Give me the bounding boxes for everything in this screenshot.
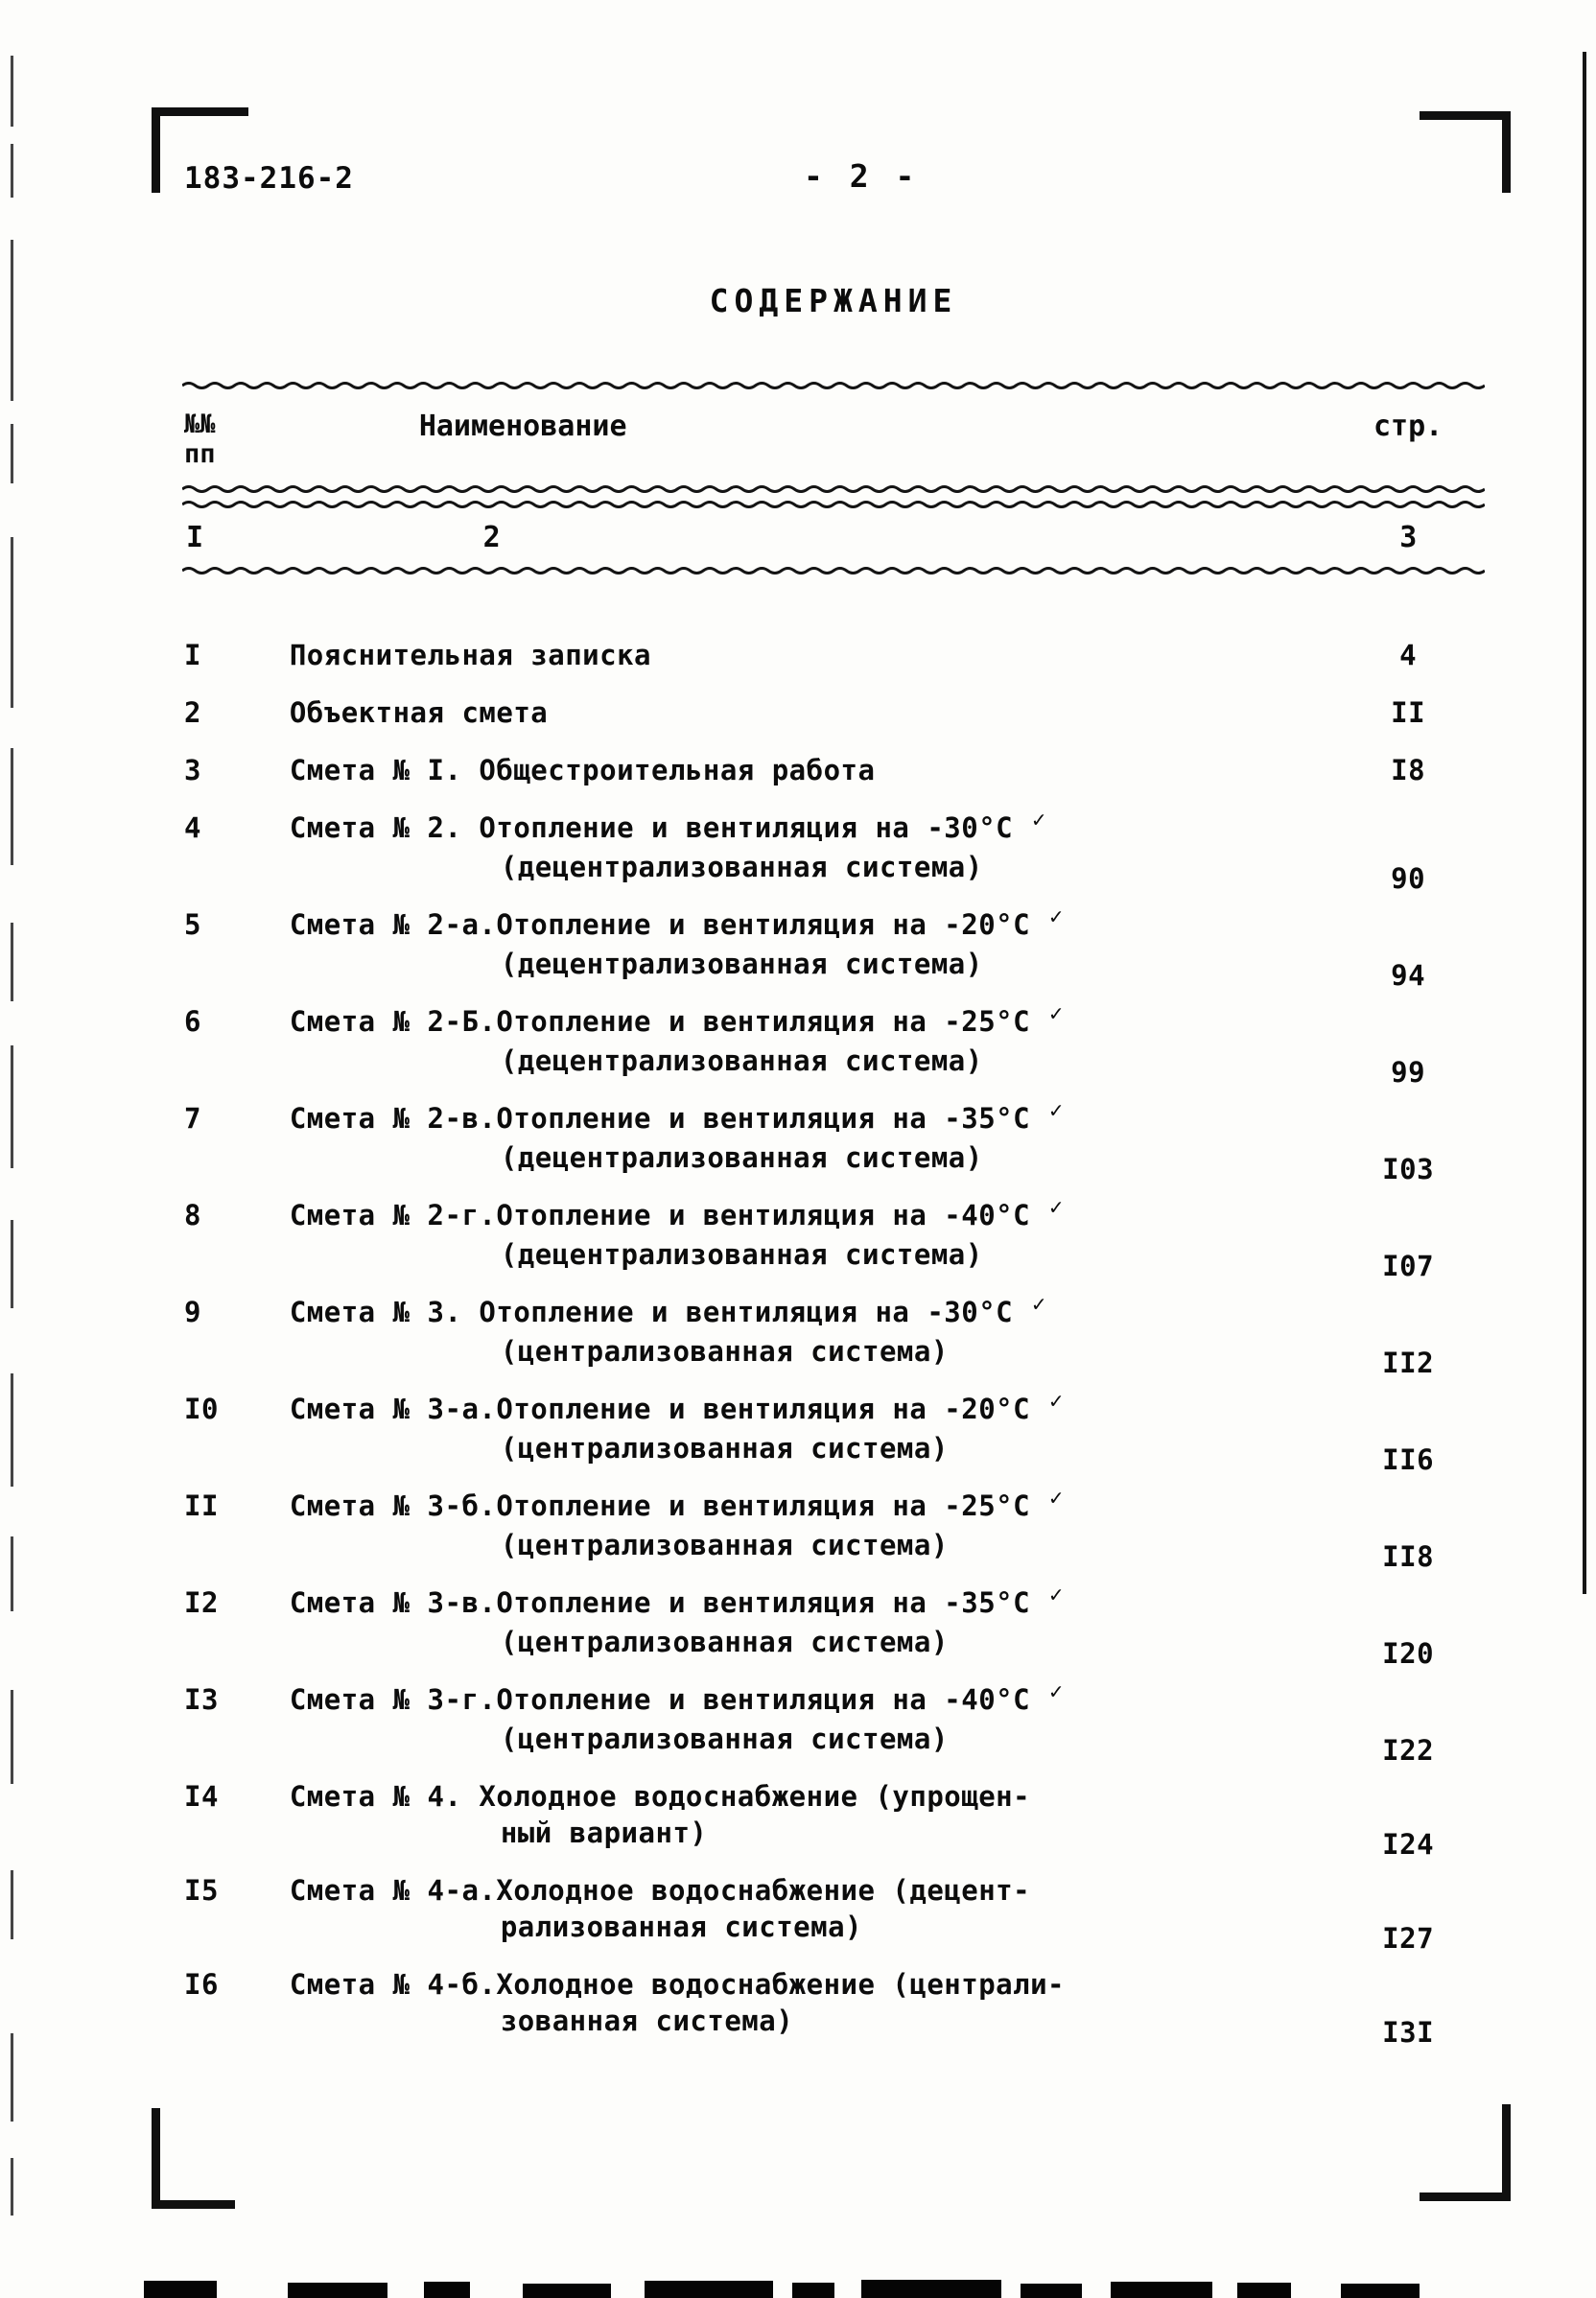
column-header-name: Наименование [418, 410, 627, 443]
corner-mark-bottom-right [1420, 2104, 1511, 2201]
column-numbers-row [182, 509, 1485, 566]
row-page: I07 [1382, 1250, 1435, 1282]
row-number: I6 [184, 1968, 219, 2001]
scan-artifact [11, 2033, 13, 2122]
table-row [182, 1679, 1485, 1767]
row-title-line2: рализованная система) [500, 1911, 862, 1943]
row-title-line2: (децентрализованная система) [500, 948, 983, 980]
document-content [182, 157, 1485, 2060]
scan-artifact [11, 144, 13, 198]
row-title-line1: Смета № 2-а.Отопление и вентиляция на -20°С ✓ [290, 906, 1331, 946]
row-title [290, 1584, 1331, 1660]
row-number: 2 [184, 696, 201, 729]
row-number: 5 [184, 908, 201, 941]
page-title: СОДЕРЖАНИЕ [709, 282, 958, 319]
scan-artifact [1021, 2284, 1082, 2298]
table-row [182, 1001, 1485, 1089]
row-title-line1: Смета № I. Общестроительная работа [289, 754, 876, 786]
row-title-line1: Смета № 2-Б.Отопление и вентиляция на -25°С ✓ [290, 1003, 1331, 1043]
row-title-line1: Смета № 3-в.Отопление и вентиляция на -35°С ✓ [290, 1584, 1331, 1624]
table-row [182, 904, 1485, 992]
scan-artifact [288, 2283, 387, 2298]
row-title-line2: (централизованная система) [500, 1529, 949, 1561]
row-title-line2: (централизованная система) [500, 1626, 949, 1658]
scan-artifact [11, 537, 13, 708]
row-page: I20 [1382, 1637, 1435, 1670]
checkmark-icon: ✓ [1049, 1195, 1064, 1220]
row-title [290, 1100, 1331, 1176]
row-page: 90 [1391, 862, 1426, 895]
row-title [290, 1872, 1331, 1945]
row-title-line1: Смета № 4. Холодное водоснабжение (упрощен- [289, 1780, 1031, 1813]
row-title-line1: Смета № 2-в.Отопление и вентиляция на -35°С ✓ [290, 1100, 1331, 1139]
row-number: I [184, 639, 201, 671]
row-title-line1: Пояснительная записка [289, 639, 651, 671]
row-title [290, 1197, 1331, 1273]
row-number: I3 [184, 1683, 219, 1716]
scan-artifact [11, 1220, 13, 1308]
row-number: 4 [184, 811, 201, 844]
row-title [290, 1966, 1331, 2039]
row-title-line2: (децентрализованная система) [500, 1044, 983, 1077]
table-rule-middle-1 [182, 484, 1485, 494]
row-title [290, 752, 1331, 788]
row-page: II [1391, 696, 1426, 729]
checkmark-icon: ✓ [1049, 1389, 1064, 1414]
checkmark-icon: ✓ [1049, 904, 1064, 929]
scan-artifact [11, 240, 13, 401]
checkmark-icon: ✓ [1032, 808, 1046, 832]
row-title-line1: Объектная смета [289, 696, 549, 729]
column-number-1: I [186, 521, 204, 554]
scan-artifact [11, 748, 13, 865]
row-number: I2 [184, 1586, 219, 1619]
scan-artifact [11, 1870, 13, 1939]
row-title-line2: (централизованная система) [500, 1723, 949, 1755]
table-row [182, 637, 1485, 673]
row-title [290, 1488, 1331, 1563]
scan-artifact [11, 56, 13, 127]
row-page: 94 [1391, 959, 1426, 992]
column-header-page: стр. [1373, 410, 1443, 443]
page-header [182, 157, 1485, 203]
row-title-line2: (централизованная система) [500, 1335, 949, 1368]
table-row [182, 1292, 1485, 1379]
document-number: 183-216-2 [184, 161, 354, 196]
checkmark-icon: ✓ [1049, 1486, 1064, 1511]
table-rule-middle-2 [182, 500, 1485, 509]
row-title-line2: ный вариант) [500, 1817, 708, 1849]
table-row [182, 1872, 1485, 1955]
column-number-2: 2 [482, 521, 501, 554]
row-title [290, 1391, 1331, 1466]
scan-artifact [11, 1045, 13, 1168]
scan-artifact [645, 2281, 773, 2298]
row-page: 99 [1391, 1056, 1426, 1089]
table-row [182, 752, 1485, 788]
row-title [290, 809, 1331, 885]
checkmark-icon: ✓ [1049, 1679, 1064, 1704]
table-header-row [182, 390, 1485, 484]
table-row [182, 1098, 1485, 1185]
row-title-line1: Смета № 2. Отопление и вентиляция на -30°С ✓ [290, 809, 1331, 849]
scan-edge-line [1583, 52, 1586, 1594]
scan-artifact [1341, 2284, 1420, 2298]
column-header-number-line1: №№ [184, 410, 216, 439]
row-page: I03 [1382, 1153, 1435, 1185]
scan-artifact [11, 424, 13, 483]
table-row [182, 1195, 1485, 1282]
toc-rows [182, 637, 1485, 2049]
scan-artifact [11, 1373, 13, 1487]
row-number: I0 [184, 1393, 219, 1425]
scan-artifact [861, 2280, 1001, 2298]
row-page: I3I [1382, 2016, 1435, 2049]
table-row [182, 1583, 1485, 1670]
checkmark-icon: ✓ [1049, 1098, 1064, 1123]
table-rule-top [182, 381, 1485, 390]
row-page: I22 [1382, 1734, 1435, 1767]
row-number: I4 [184, 1780, 219, 1813]
table-row [182, 1486, 1485, 1573]
scan-artifact [792, 2283, 834, 2298]
corner-mark-bottom-left [152, 2108, 235, 2209]
table-row [182, 694, 1485, 731]
scan-artifact [424, 2282, 470, 2298]
row-title-line1: Смета № 4-а.Холодное водоснабжение (децент- [289, 1874, 1031, 1907]
row-number: 7 [184, 1102, 201, 1135]
column-number-3: 3 [1399, 521, 1418, 554]
scan-artifact [1237, 2283, 1291, 2298]
row-title [290, 1681, 1331, 1757]
table-rule-bottom [182, 566, 1485, 575]
table-row [182, 1966, 1485, 2049]
row-title [290, 1778, 1331, 1851]
row-title-line1: Смета № 3-г.Отопление и вентиляция на -40°С ✓ [290, 1681, 1331, 1721]
row-page: I24 [1382, 1828, 1435, 1861]
row-page: I8 [1391, 754, 1426, 786]
row-page: 4 [1399, 639, 1418, 671]
checkmark-icon: ✓ [1049, 1001, 1064, 1026]
row-number: 3 [184, 754, 201, 786]
row-title-line1: Смета № 3. Отопление и вентиляция на -30°С ✓ [290, 1294, 1331, 1333]
row-title-line2: зованная система) [500, 2005, 794, 2037]
scan-artifact [11, 923, 13, 1001]
row-title [290, 1294, 1331, 1370]
row-number: 9 [184, 1296, 201, 1328]
row-title [290, 637, 1331, 673]
row-number: 8 [184, 1199, 201, 1231]
row-number: I5 [184, 1874, 219, 1907]
row-title-line1: Смета № 3-а.Отопление и вентиляция на -20°С ✓ [290, 1391, 1331, 1430]
row-title [290, 694, 1331, 731]
row-page: II6 [1382, 1443, 1435, 1476]
row-page: II2 [1382, 1347, 1435, 1379]
row-page: I27 [1382, 1922, 1435, 1955]
row-number: 6 [184, 1005, 201, 1038]
row-title [290, 906, 1331, 982]
scan-artifact [523, 2284, 611, 2298]
row-title-line2: (децентрализованная система) [500, 1141, 983, 1174]
row-page: II8 [1382, 1540, 1435, 1573]
row-title-line1: Смета № 3-б.Отопление и вентиляция на -25°С ✓ [290, 1488, 1331, 1527]
row-title-line1: Смета № 2-г.Отопление и вентиляция на -40°С ✓ [290, 1197, 1331, 1236]
table-row [182, 808, 1485, 895]
row-title-line2: (децентрализованная система) [500, 1238, 983, 1271]
scan-artifact [11, 2158, 13, 2216]
page-number: - 2 - [804, 157, 919, 195]
checkmark-icon: ✓ [1032, 1292, 1046, 1317]
scan-artifact [144, 2281, 217, 2298]
table-row [182, 1778, 1485, 1861]
row-number: II [184, 1489, 219, 1522]
column-header-number-line2: пп [184, 439, 216, 469]
checkmark-icon: ✓ [1049, 1583, 1064, 1607]
row-title-line1: Смета № 4-б.Холодное водоснабжение (централи- [289, 1968, 1066, 2001]
scan-artifact [11, 1536, 13, 1611]
table-row [182, 1389, 1485, 1476]
column-header-number [182, 410, 290, 469]
row-title-line2: (децентрализованная система) [500, 851, 983, 883]
scan-artifact [1111, 2282, 1212, 2298]
row-title-line2: (централизованная система) [500, 1432, 949, 1465]
row-title [290, 1003, 1331, 1079]
scan-artifact [11, 1690, 13, 1784]
